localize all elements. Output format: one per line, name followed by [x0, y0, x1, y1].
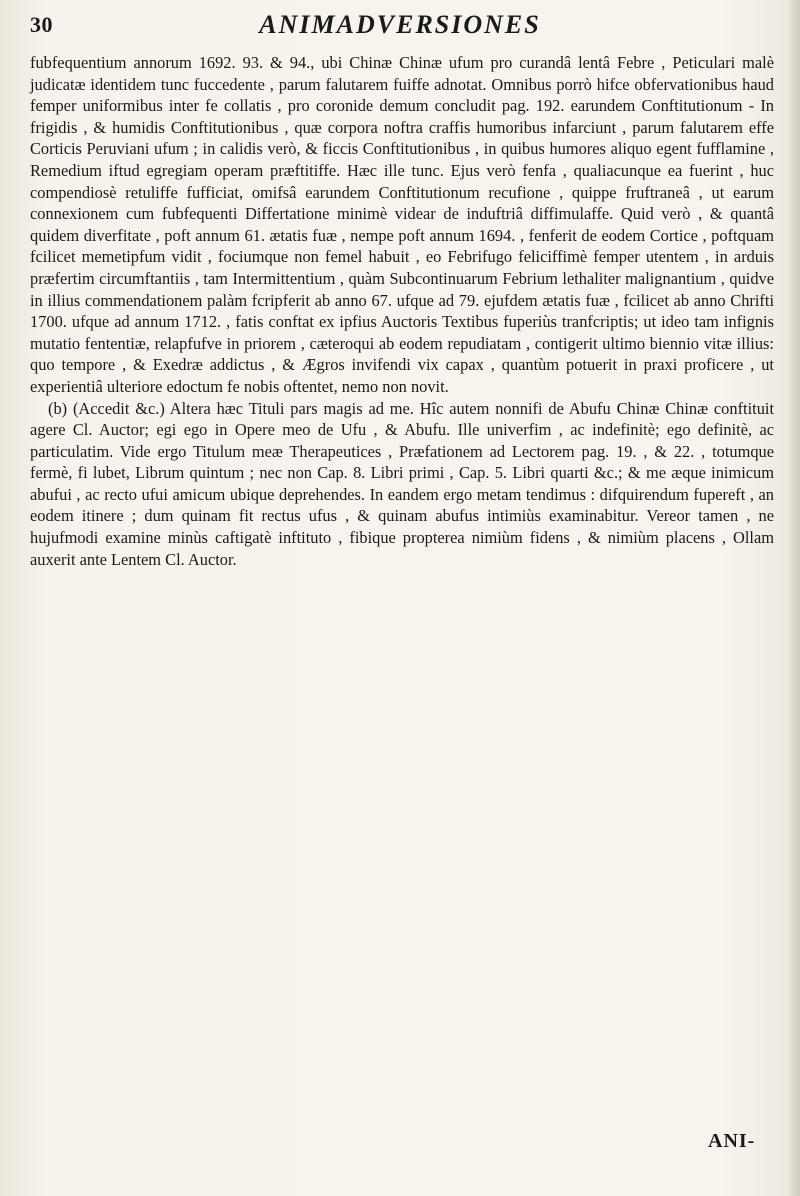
running-title: ANIMADVERSIONES	[259, 10, 541, 39]
page-number: 30	[30, 12, 53, 37]
page-header	[30, 8, 770, 48]
page-edge-shadow	[786, 0, 800, 1196]
paragraph-2: (b) (Accedit &c.) Altera hæc Tituli pars magis ad me. Hîc autem nonnifi de Abufu Chinæ Chinæ conftituit agere Cl. Auctor; egi ego in Opere meo de Ufu , & Abufu. Ille univerfim , ac indefinitè; ego definitè, ac particulatim. Vide ergo Titulum meæ Therapeutices , Præfationem ad Lectorem pag. 19. , & 22. , totumque fermè, fi lubet, Librum quintum ; nec non Cap. 8. Libri primi , Cap. 5. Libri quarti &c.; & me æque inimicum abufui , ac recto ufui amicum ubique deprehendes. In eandem ergo metam tendimus : difquirendum fupereft , an eodem itinere ; dum quinam fit rectus ufus , & quinam abufus intimiùs examinabitur. Vereor tamen , ne hujufmodi examine minùs caftigatè inftituto , fibique propterea nimiùm fidens , & nimiùm placens , Ollam auxerit ante Lentem Cl. Auctor.	[30, 398, 774, 569]
main-text	[30, 52, 774, 570]
paragraph-1: fubfequentium annorum 1692. 93. & 94., ubi Chinæ Chinæ ufum pro curandâ lentâ Febre , Peticulari malè judicatæ identidem tunc fuccedente , parum falutarem fuiffe adnotat. Omnibus porrò hifce obfervationibus haud femper uniformibus inter fe collatis , pro coronide demum concludit pag. 192. earundem Conftitutionum - In frigidis , & humidis Conftitutionibus , quæ corpora noftra craffis humoribus infarciunt , parum falutarem effe Corticis Peruviani ufum ; in calidis verò, & ficcis Conftitutionibus , in quibus humores aliquo egent fufflamine , Remedium iftud egregiam operam præftitiffe. Hæc ille tunc. Ejus verò fenfa , qualiacunque ea fuerint , huc compendiosè retuliffe fufficiat, omifsâ earundem Conftitutionum recufione , quippe fruftraneâ , ut earum connexionem cum fubfequenti Differtatione minimè videar de induftriâ diffimulaffe. Quid verò , & quantâ quidem diverfitate , poft annum 61. ætatis fuæ , nempe poft annum 1694. , fenferit de eodem Cortice , poftquam fcilicet memetipfum vidit , fociumque non femel habuit , eo Febrifugo feliciffimè femper utentem , in arduis præfertim circumftantiis , tam Intermittentium , quàm Subcontinuarum Febrium lethaliter malignantium , quidve in illius commendationem palàm fcripferit ab anno 67. ufque ad 79. ejufdem ætatis fuæ , fcilicet ab anno Chrifti 1700. ufque ad annum 1712. , fatis conftat ex ipfius Auctoris Textibus fuperiùs tranfcriptis; ut ideo tam infignis mutatio fententiæ, relapfufve in priorem , cæteroqui ab eodem repudiatam , contigerit ultimo biennio vitæ illius: quo tempore , & Exedræ addictus , & Ægros invifendi vix capax , quantùm potuerit in praxi proficere , ut experientiâ ulteriore edoctum fe nobis oftentet, nemo non novit.	[30, 53, 774, 396]
catchword: ANI-	[708, 1130, 756, 1152]
